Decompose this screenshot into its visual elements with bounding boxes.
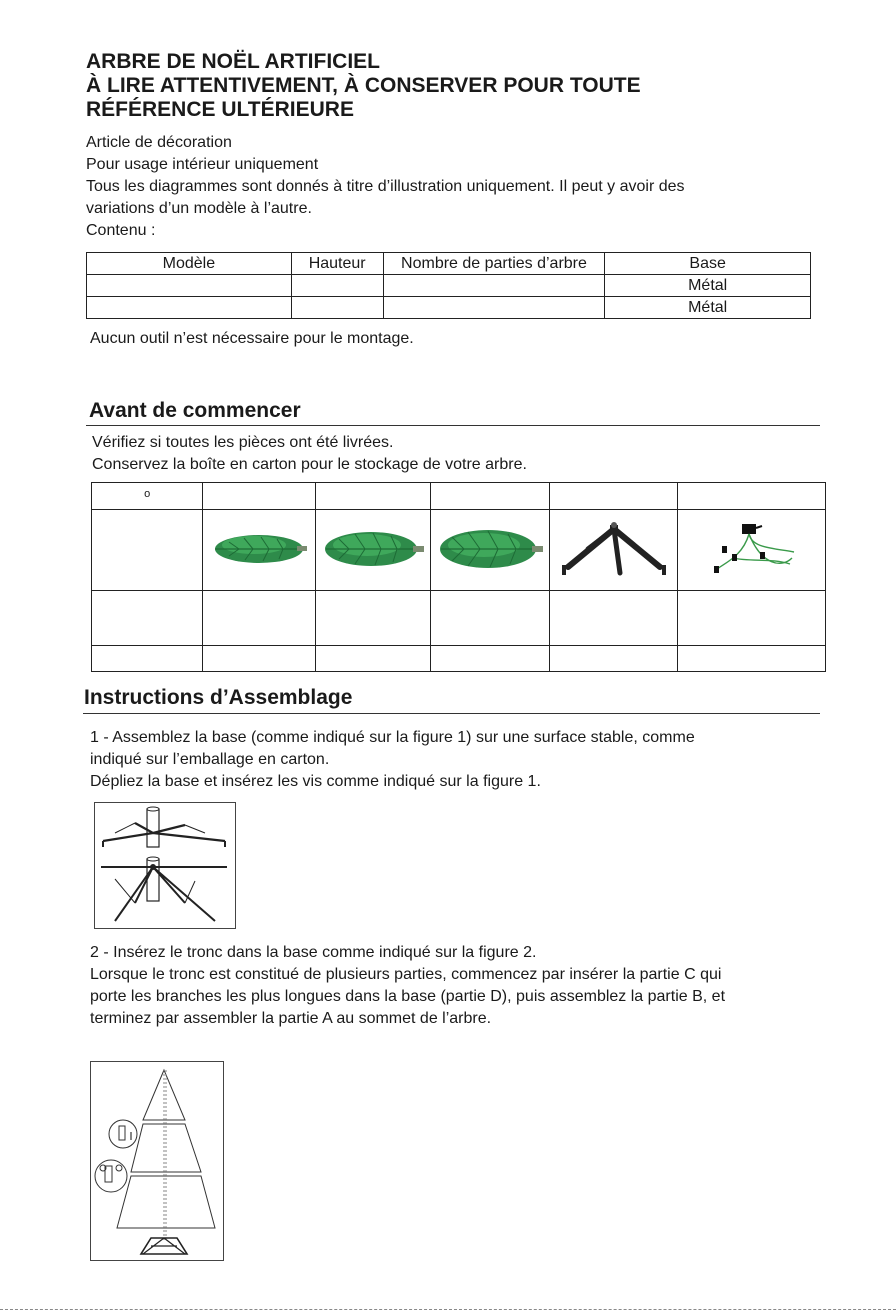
step-line: Dépliez la base et insérez les vis comme indiqué sur la figure 1.	[90, 773, 541, 790]
models-table	[86, 252, 811, 319]
table-cell	[678, 510, 826, 591]
column-header: Nombre de parties d’arbre	[383, 253, 605, 275]
table-cell	[383, 275, 605, 297]
table-cell	[678, 591, 826, 646]
table-cell	[678, 646, 826, 672]
step-line: porte les branches les plus longues dans la base (partie D), puis assemblez la partie B, et	[90, 988, 726, 1005]
table-cell	[203, 510, 316, 591]
table-cell	[87, 297, 292, 319]
step-line: 2 - Insérez le tronc dans la base comme indiqué sur la figure 2.	[90, 944, 537, 961]
table-row	[92, 483, 826, 510]
table-cell	[550, 483, 678, 510]
section-heading-before-start: Avant de commencer	[89, 399, 301, 422]
intro-line: variations d’un modèle à l’autre.	[86, 200, 312, 217]
tree-section-icon	[321, 522, 425, 576]
page-cut-line	[0, 1309, 896, 1310]
section-divider	[83, 713, 820, 714]
table-cell	[316, 646, 431, 672]
table-row	[92, 591, 826, 646]
table-cell	[678, 483, 826, 510]
table-cell: Métal	[605, 297, 811, 319]
table-cell	[431, 646, 550, 672]
parts-table	[91, 482, 826, 672]
table-cell	[203, 646, 316, 672]
tree-section-icon	[436, 521, 544, 577]
table-cell	[316, 591, 431, 646]
table-cell	[316, 483, 431, 510]
intro-line: Article de décoration	[86, 134, 232, 151]
document-title-line-1: ARBRE DE NOËL ARTIFICIEL	[86, 50, 381, 73]
step-2-text	[90, 942, 725, 1030]
table-cell	[431, 483, 550, 510]
column-header: Modèle	[87, 253, 292, 275]
section-divider	[86, 425, 820, 426]
table-row	[92, 646, 826, 672]
table-cell	[92, 591, 203, 646]
table-cell	[87, 275, 292, 297]
table-cell	[431, 510, 550, 591]
step-line: 1 - Assemblez la base (comme indiqué sur la figure 1) sur une surface stable, comme	[90, 729, 695, 746]
column-header: Hauteur	[291, 253, 383, 275]
table-cell	[92, 646, 203, 672]
figure-1-base-assembly	[94, 802, 236, 929]
table-cell	[431, 591, 550, 646]
intro-text	[86, 132, 786, 242]
tree-section-icon	[209, 524, 309, 574]
assembly-note: Aucun outil n’est nécessaire pour le montage.	[90, 330, 414, 347]
figure-2-tree-assembly	[90, 1061, 224, 1261]
step-line: indiqué sur l’emballage en carton.	[90, 751, 330, 768]
table-cell	[203, 591, 316, 646]
table-cell	[203, 483, 316, 510]
step-line: terminez par assembler la partie A au sommet de l’arbre.	[90, 1010, 492, 1027]
intro-line: Contenu :	[86, 222, 156, 239]
table-cell	[550, 510, 678, 591]
table-cell	[383, 297, 605, 319]
table-cell	[550, 591, 678, 646]
table-cell	[92, 483, 203, 510]
checklist-line: Vérifiez si toutes les pièces ont été livrées.	[92, 434, 394, 451]
table-row	[92, 510, 826, 591]
table-row	[87, 275, 811, 297]
base-assembly-diagram	[95, 803, 235, 928]
document-title-line-2: À LIRE ATTENTIVEMENT, À CONSERVER POUR TOUTE	[86, 74, 641, 97]
table-cell	[291, 275, 383, 297]
table-cell	[550, 646, 678, 672]
table-cell	[316, 510, 431, 591]
intro-line: Tous les diagrammes sont donnés à titre d’illustration uniquement. Il peut y avoir des	[86, 178, 685, 195]
checklist-line: Conservez la boîte en carton pour le stockage de votre arbre.	[92, 456, 527, 473]
section-heading-instructions: Instructions d’Assemblage	[84, 686, 353, 709]
table-row	[87, 297, 811, 319]
column-header: Base	[605, 253, 811, 275]
tree-assembly-diagram	[91, 1062, 223, 1260]
table-header-row	[87, 253, 811, 275]
checklist-text	[92, 432, 527, 476]
step-line: Lorsque le tronc est constitué de plusieurs parties, commencez par insérer la partie C qui	[90, 966, 722, 983]
table-cell	[92, 510, 203, 591]
step-1-text	[90, 727, 695, 793]
table-cell: Métal	[605, 275, 811, 297]
metal-base-icon	[558, 519, 670, 579]
document-title-line-3: RÉFÉRENCE ULTÉRIEURE	[86, 98, 354, 121]
table-cell	[291, 297, 383, 319]
degree-mark: o	[144, 488, 151, 500]
intro-line: Pour usage intérieur uniquement	[86, 156, 319, 173]
light-string-icon	[702, 518, 802, 580]
